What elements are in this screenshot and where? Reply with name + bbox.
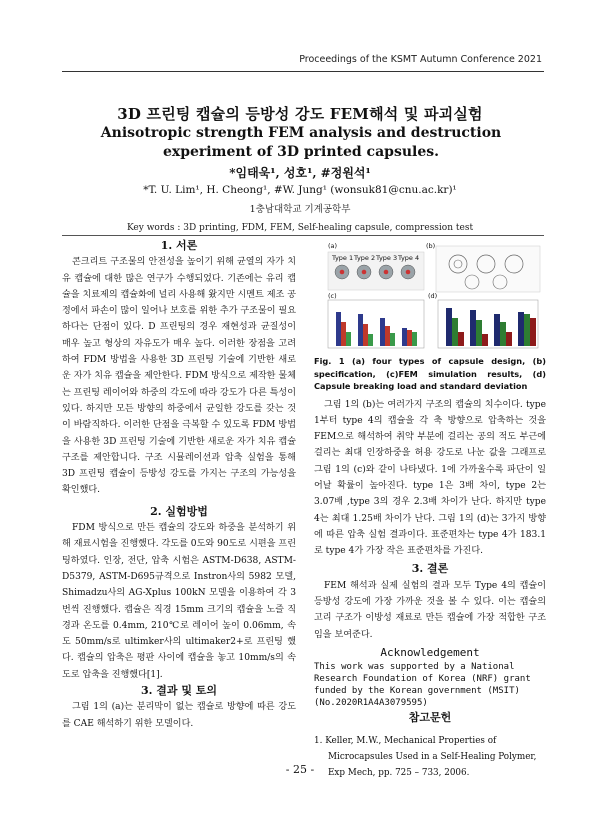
- section-title-intro: 1. 서론: [160, 239, 198, 252]
- figure-caption: Fig. 1 (a) four types of capsule design, (b) specification, (c)FEM simulation results, (d) Capsule breaking load and standard deviation: [314, 356, 546, 391]
- conclusion-paragraph: FEM 해석과 실제 실험의 결과 모두 Type 4의 캡슐이 등방성 강도에 가장 가까운 것을 볼 수 있다. 이는 캡슐의 고리 구조가 이방성 재료로 만든 캡슐에 가장 적합한 구조임을 보여준다.: [314, 580, 546, 640]
- panel-label-d: (d): [428, 292, 438, 300]
- intro-paragraph: 콘크리트 구조물의 안전성을 높이기 위해 균열의 자가 치유 캡슐에 대한 많은 연구가 수행되었다. 기존에는 유리 캡슐을 치료제의 캡슐화에 널리 사용해 왔지만 시멘트 제조 공정에서 파손이 많이 일어나 보호를 위한 추가 구조물이 필요하다는 단점이 있다. D 프린팅의 경우 재현성과 균질성이 매우 높고 형상의 자유도가 매우 높다. 이러한 장점을 고려하여 FDM 방법을 사용한 3D 프린팅 기술에 기반한 새로운 자가 치유 캡슐을 제안한다. FDM 방식으로 제작한 물체는 프린팅 레이어와 하중의 각도에 따라 강도가 다른 특성이 있다. 하지만 모든 방향의 하중에서 균일한 강도를 갖는 것이 바람직하다. 이러한 단점을 극복할 수 있도록 FDM 방법을 사용한 3D 프린팅 기술에 기반한 새로운 자가 치유 캡슐 구조를 제안합니다. 구조 시뮬레이션과 압축 실험을 통해 3D 프린팅 캡슐이 등방성 강도를 가지는 구조의 가능성을 확인했다.: [62, 257, 296, 496]
- section-title-conclusion: 3. 결론: [411, 562, 449, 576]
- result-paragraph-right: 그림 1의 (b)는 여러가지 구조의 캡슐의 치수이다. type 1부터 type 4의 캡슐을 각 축 방향으로 압축하는 것을 FEM으로 해석하여 취약 부분에 걸리는 공의 적도 부근에 걸리는 최대 인장하중을 허용 강도로 나눈 값을 그래프로 그림 1의 (c)와 같이 나타냈다. 1에 가까울수록 파단이 일어날 확률이 높아진다. type 1은 3배 차이, type 2는 3.07배 ,type 3의 경우 2.3배 차이가 난다. 하지만 type 4는 최대 1.25배 차이가 난다. 그림 1의 (d)는 3가지 방향에 따른 압축 실험 결과이다. 표준편차는 type 4가 183.1로 type 4가 가장 작은 표준편차를 가진다.: [314, 399, 546, 557]
- type-label-4: Type 4: [398, 254, 420, 262]
- panel-label-c: (c): [328, 292, 337, 300]
- right-column: [314, 355, 546, 781]
- page-number: - 25 -: [285, 763, 315, 776]
- section-title-method: 2. 실험방법: [150, 504, 208, 518]
- keywords: Key words : 3D printing, FDM, FEM, Self-healing capsule, compression test: [126, 223, 474, 233]
- panel-b-specification: [436, 246, 540, 292]
- panel-d-breaking-load-chart: [438, 300, 538, 348]
- conference-header: Proceedings of the KSMT Autumn Conference 2021: [299, 54, 542, 65]
- result-paragraph-left: 그림 1의 (a)는 분리막이 없는 캡슐로 방향에 따른 강도를 CAE 해석하기 위한 모델이다.: [62, 702, 296, 729]
- type-label-1: Type 1: [332, 254, 354, 262]
- section-title-result: 3. 결과 및 토의: [140, 684, 218, 698]
- authors-korean: *임태욱¹, 성호¹, #정원석¹: [229, 166, 371, 180]
- panel-c-fem-chart: [328, 300, 424, 348]
- method-paragraph: FDM 방식으로 만든 캡슐의 강도와 하중을 분석하기 위해 재료시험을 진행했다. 각도를 0도와 90도로 시편을 프린팅하였다. 인장, 전단, 압축 시험은 ASTM-D638, ASTM-D5379, ASTM-D695규격으로 Instron사의 5982 모델, Shimadzu사의 AG-Xplus 100kN 모델을 이용하여 각 3번씩 진행했다. 캡슐은 직경 15mm 크기의 캡슐을 노즐 직경과 온도를 0.4mm, 210℃로 레이어 높이 0.06mm, 속도 50mm/s로 ultimker사의 ultimaker2+로 프린팅 했다. 캡슐의 압축은 평판 사이에 캡슐을 놓고 10mm/s의 속도로 압축을 진행했다[1].: [62, 523, 296, 680]
- affiliation: 1충남대학교 기계공학부: [249, 204, 351, 215]
- authors-english: *T. U. Lim¹, H. Cheong¹, #W. Jung¹ (wonsuk81@cnu.ac.kr)¹: [143, 184, 457, 196]
- figure-1: [318, 242, 544, 352]
- acknowledgement-text: This work was supported by a National Research Foundation of Korea (NRF) grant funded by the Korean government (MSIT) (No.2020R1A4A3079595): [314, 662, 531, 709]
- title-korean: 3D 프린팅 캡슐의 등방성 강도 FEM해석 및 파괴실험: [117, 105, 483, 123]
- panel-label-a: (a): [328, 242, 338, 250]
- type-label-2: Type 2: [354, 254, 376, 262]
- keywords-rule: [62, 235, 544, 236]
- panel-label-b: (b): [426, 242, 436, 250]
- header-rule: [62, 71, 544, 72]
- title-english: Anisotropic strength FEM analysis and destruction experiment of 3D printed capsules.: [100, 125, 502, 160]
- references-title: 참고문헌: [408, 711, 452, 725]
- reference-item: 1. Keller, M.W., Mechanical Properties of Microcapsules Used in a Self-Healing Polymer, Exp Mech, pp. 725 – 733, 2006.: [314, 735, 537, 778]
- type-label-3: Type 3: [376, 254, 398, 262]
- acknowledgement-title: Acknowledgement: [380, 645, 480, 659]
- left-column: [62, 238, 296, 732]
